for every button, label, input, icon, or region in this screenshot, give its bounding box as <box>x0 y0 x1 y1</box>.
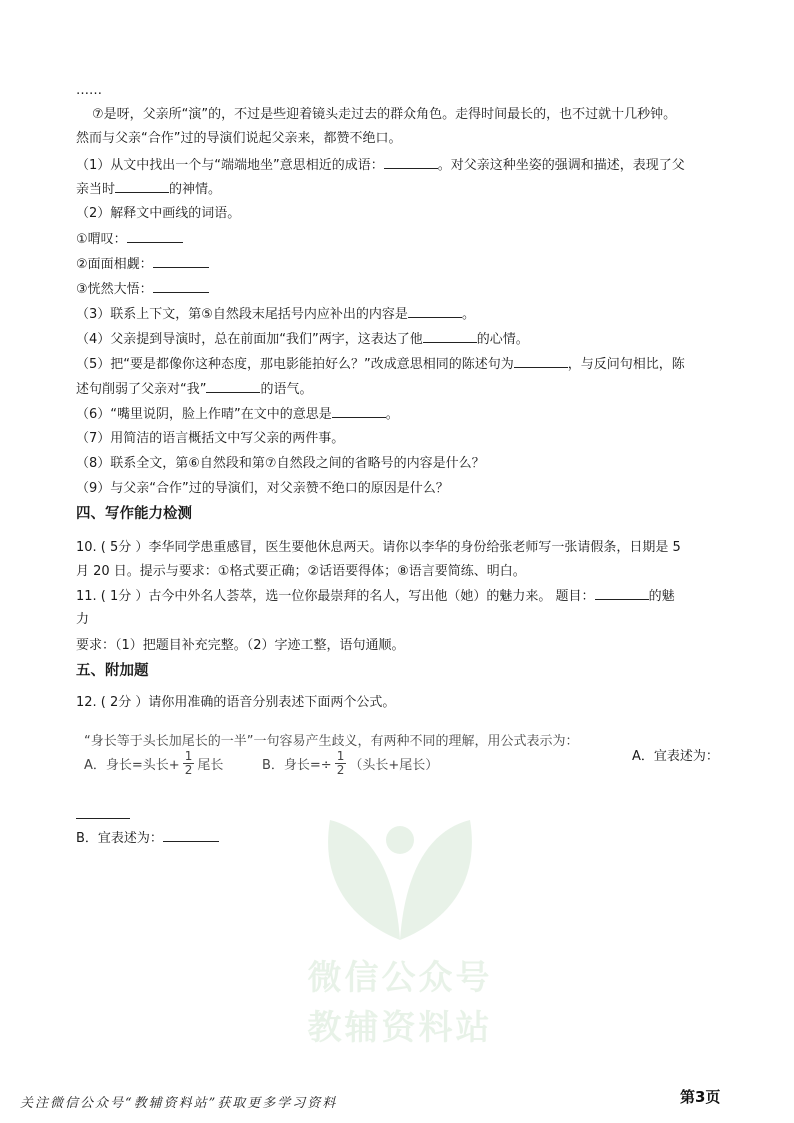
question-10-line-1: 10. ( 5分 ）李华同学患重感冒，医生要他休息两天。请你以李华的身份给张老师写一张请假条，日期是 5 <box>76 540 681 555</box>
question-8: （8）联系全文，第⑥自然段和第⑦自然段之间的省略号的内容是什么？ <box>76 456 485 471</box>
question-4-end: 的心情。 <box>476 332 529 347</box>
question-2-item-1 <box>76 230 183 249</box>
page-number: 第3页 <box>680 1088 721 1106</box>
formula-b <box>262 750 438 777</box>
question-1-text: （1）从文中找出一个与“端端地坐”意思相近的成语： <box>76 158 384 173</box>
question-2-item-2-label: ②面面相觑： <box>76 257 153 272</box>
question-5-text-cont: ，与反问句相比，陈 <box>567 357 685 372</box>
answer-blank[interactable] <box>423 330 477 343</box>
question-6-end: 。 <box>385 407 399 422</box>
question-9: （9）与父亲“合作”过的导演们，对父亲赞不绝口的原因是什么？ <box>76 481 449 496</box>
question-1-line-1 <box>76 156 685 175</box>
question-5-line-2 <box>76 380 313 399</box>
fraction-half <box>183 750 195 777</box>
fraction-denominator: 2 <box>184 763 193 777</box>
section-5-heading: 五、附加题 <box>76 663 149 679</box>
question-5-text-2: 述句削弱了父亲对“我” <box>76 382 207 397</box>
footer-note: 关注微信公众号“教辅资料站”获取更多学习资料 <box>20 1096 338 1111</box>
answer-blank[interactable] <box>115 180 169 193</box>
answer-a-label: A．宜表述为： <box>632 749 719 764</box>
formula-b-left: B．身长=÷ <box>262 758 332 773</box>
question-5-text-2-cont: 的语气。 <box>260 382 313 397</box>
fraction-denominator: 2 <box>336 763 345 777</box>
ellipsis-line: …… <box>76 83 102 98</box>
question-3-text: （3）联系上下文，第⑤自然段末尾括号内应补出的内容是 <box>76 307 408 322</box>
formula-a <box>84 750 223 777</box>
question-12: 12. ( 2分 ）请你用准确的语音分别表述下面两个公式。 <box>76 695 396 710</box>
question-11-line-1 <box>76 587 675 606</box>
answer-blank[interactable] <box>384 156 438 169</box>
answer-blank[interactable] <box>127 230 183 243</box>
formula-intro: “身长等于头长加尾长的一半”一句容易产生歧义，有两种不同的理解，用公式表示为： <box>84 734 579 749</box>
watermark <box>290 800 510 1050</box>
question-1-text-cont: 。对父亲这种坐姿的强调和描述，表现了父 <box>437 158 685 173</box>
section-4-heading: 四、写作能力检测 <box>76 506 192 522</box>
fraction-half <box>335 750 347 777</box>
question-5-text: （5）把“要是都像你这种态度，那电影能拍好么？”改成意思相同的陈述句为 <box>76 357 514 372</box>
question-2: （2）解释文中画线的词语。 <box>76 206 241 221</box>
answer-blank[interactable] <box>408 305 462 318</box>
question-5-line-1 <box>76 355 685 374</box>
answer-b-line <box>76 829 219 848</box>
answer-a-line <box>76 806 130 825</box>
question-11-line-2: 力 <box>76 612 90 627</box>
question-11-requirements: 要求：（1）把题目补充完整。（2）字迹工整，语句通顺。 <box>76 638 405 653</box>
answer-blank[interactable] <box>206 380 260 393</box>
leaf-logo-icon <box>290 800 510 950</box>
question-1-text-2: 亲当时 <box>76 182 116 197</box>
formula-a-left: A．身长=头长+ <box>84 758 180 773</box>
question-3-end: 。 <box>461 307 475 322</box>
question-11-text: 11. ( 1分 ）古今中外名人荟萃，选一位你最崇拜的名人，写出他（她）的魅力来。 题目： <box>76 589 595 604</box>
answer-blank[interactable] <box>153 255 209 268</box>
formula-b-right: （头长+尾长） <box>349 758 439 773</box>
question-1-line-2 <box>76 180 221 199</box>
watermark-line-2: 教辅资料站 <box>307 1008 493 1048</box>
answer-blank[interactable] <box>76 806 130 819</box>
formula-a-right: 尾长 <box>197 758 224 773</box>
answer-b-label: B．宜表述为： <box>76 831 163 846</box>
answer-blank[interactable] <box>514 355 568 368</box>
question-7: （7）用简洁的语言概括文中写父亲的两件事。 <box>76 431 345 446</box>
paragraph-7-line-2: 然而与父亲“合作”过的导演们说起父亲来，都赞不绝口。 <box>76 131 402 146</box>
question-2-item-1-label: ①喟叹： <box>76 232 127 247</box>
question-3 <box>76 305 475 324</box>
fraction-numerator: 1 <box>184 749 193 763</box>
answer-blank[interactable] <box>163 829 219 842</box>
paragraph-7-line-1: ⑦是呀，父亲所“演”的，不过是些迎着镜头走过去的群众角色。走得时间最长的，也不过就十几秒钟。 <box>92 107 677 122</box>
question-6 <box>76 405 399 424</box>
answer-blank[interactable] <box>332 405 386 418</box>
question-4-text: （4）父亲提到导演时，总在前面加“我们”两字，这表达了他 <box>76 332 423 347</box>
title-blank[interactable] <box>595 587 649 600</box>
question-2-item-3-label: ③恍然大悟： <box>76 282 153 297</box>
question-6-text: （6）“嘴里说阴，脸上作晴”在文中的意思是 <box>76 407 332 422</box>
question-1-text-2-cont: 的神情。 <box>169 182 222 197</box>
answer-blank[interactable] <box>153 280 209 293</box>
question-10-line-2: 月 20 日。提示与要求：①格式要正确；②话语要得体；⑧语言要简练、明白。 <box>76 564 526 579</box>
question-2-item-3 <box>76 280 209 299</box>
watermark-line-1: 微信公众号 <box>307 958 493 998</box>
question-11-text-cont: 的魅 <box>648 589 675 604</box>
question-2-item-2 <box>76 255 209 274</box>
question-4 <box>76 330 529 349</box>
fraction-numerator: 1 <box>336 749 345 763</box>
